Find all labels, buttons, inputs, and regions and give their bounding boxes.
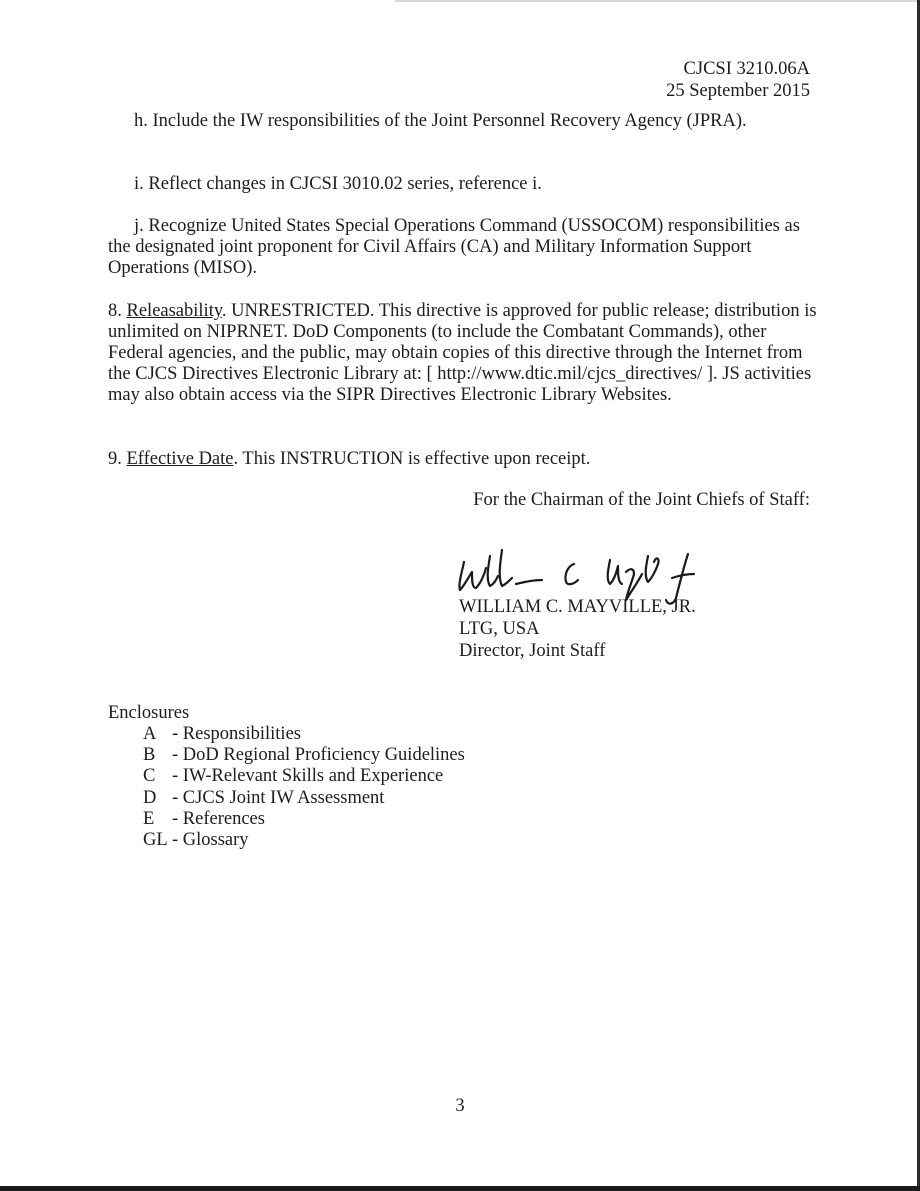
enclosure-label: - CJCS Joint IW Assessment — [172, 787, 385, 808]
document-header — [666, 58, 810, 102]
signer-title: Director, Joint Staff — [459, 641, 606, 661]
enclosure-letter: C — [143, 766, 156, 787]
enclosure-label: - Responsibilities — [172, 724, 301, 744]
signer-name: WILLIAM C. MAYVILLE, JR. — [459, 597, 696, 617]
para9-text: . This INSTRUCTION is effective upon receipt. — [233, 449, 591, 469]
enclosure-item — [143, 830, 465, 851]
para9-number: 9. — [108, 449, 122, 469]
page-number: 3 — [455, 1096, 465, 1116]
item-h: h. Include the IW responsibilities of the Joint Personnel Recovery Agency (JPRA). — [134, 111, 747, 131]
para8-number: 8. — [108, 301, 122, 321]
enclosure-item — [143, 745, 465, 766]
scan-top-rule — [395, 0, 920, 2]
enclosure-label: - References — [172, 808, 265, 829]
doc-date: 25 September 2015 — [666, 81, 810, 101]
para9-title: Effective Date — [126, 449, 234, 469]
enclosure-item — [143, 788, 465, 809]
enclosure-item — [143, 766, 465, 787]
enclosure-letter: A — [143, 724, 157, 744]
enclosures-list — [143, 724, 465, 851]
item-j: j. Recognize United States Special Operations Command (USSOCOM) responsibilities as the designated joint proponent for Civil Affairs (CA) and Military Information Support Operations (MISO). — [108, 216, 800, 278]
item-i: i. Reflect changes in CJCSI 3010.02 series, reference i. — [134, 174, 542, 194]
para8-text: . UNRESTRICTED. This directive is approved for public release; distribution is unlimited on NIPRNET. DoD Components (to include the Combatant Commands), other Federal agencies, and the public, may obtain copies of this directive through the Internet from the CJCS Directives Electronic Library at: [ http://www.dtic.mil/cjcs_directives/ ]. JS activities may also obtain access via the SIPR Directives Electronic Library Websites. — [108, 301, 817, 405]
enclosure-letter: GL — [143, 830, 168, 851]
enclosures-title: Enclosures — [108, 703, 190, 723]
enclosure-label: - IW-Relevant Skills and Experience — [172, 766, 444, 787]
doc-id: CJCSI 3210.06A — [683, 59, 810, 79]
enclosure-item — [143, 724, 465, 745]
enclosure-letter: E — [143, 808, 155, 829]
scan-bottom-edge — [0, 1186, 920, 1191]
signature-intro: For the Chairman of the Joint Chiefs of Staff: — [473, 490, 810, 510]
signer-rank: LTG, USA — [459, 619, 540, 639]
signer-block — [459, 596, 696, 662]
enclosure-label: - DoD Regional Proficiency Guidelines — [172, 745, 465, 766]
enclosure-letter: D — [143, 787, 157, 808]
para8-title: Releasability — [126, 301, 222, 321]
paragraph-8 — [108, 301, 820, 406]
enclosure-letter: B — [143, 745, 156, 766]
paragraph-9 — [108, 449, 820, 470]
enclosure-item — [143, 809, 465, 830]
enclosure-label: - Glossary — [172, 830, 249, 851]
